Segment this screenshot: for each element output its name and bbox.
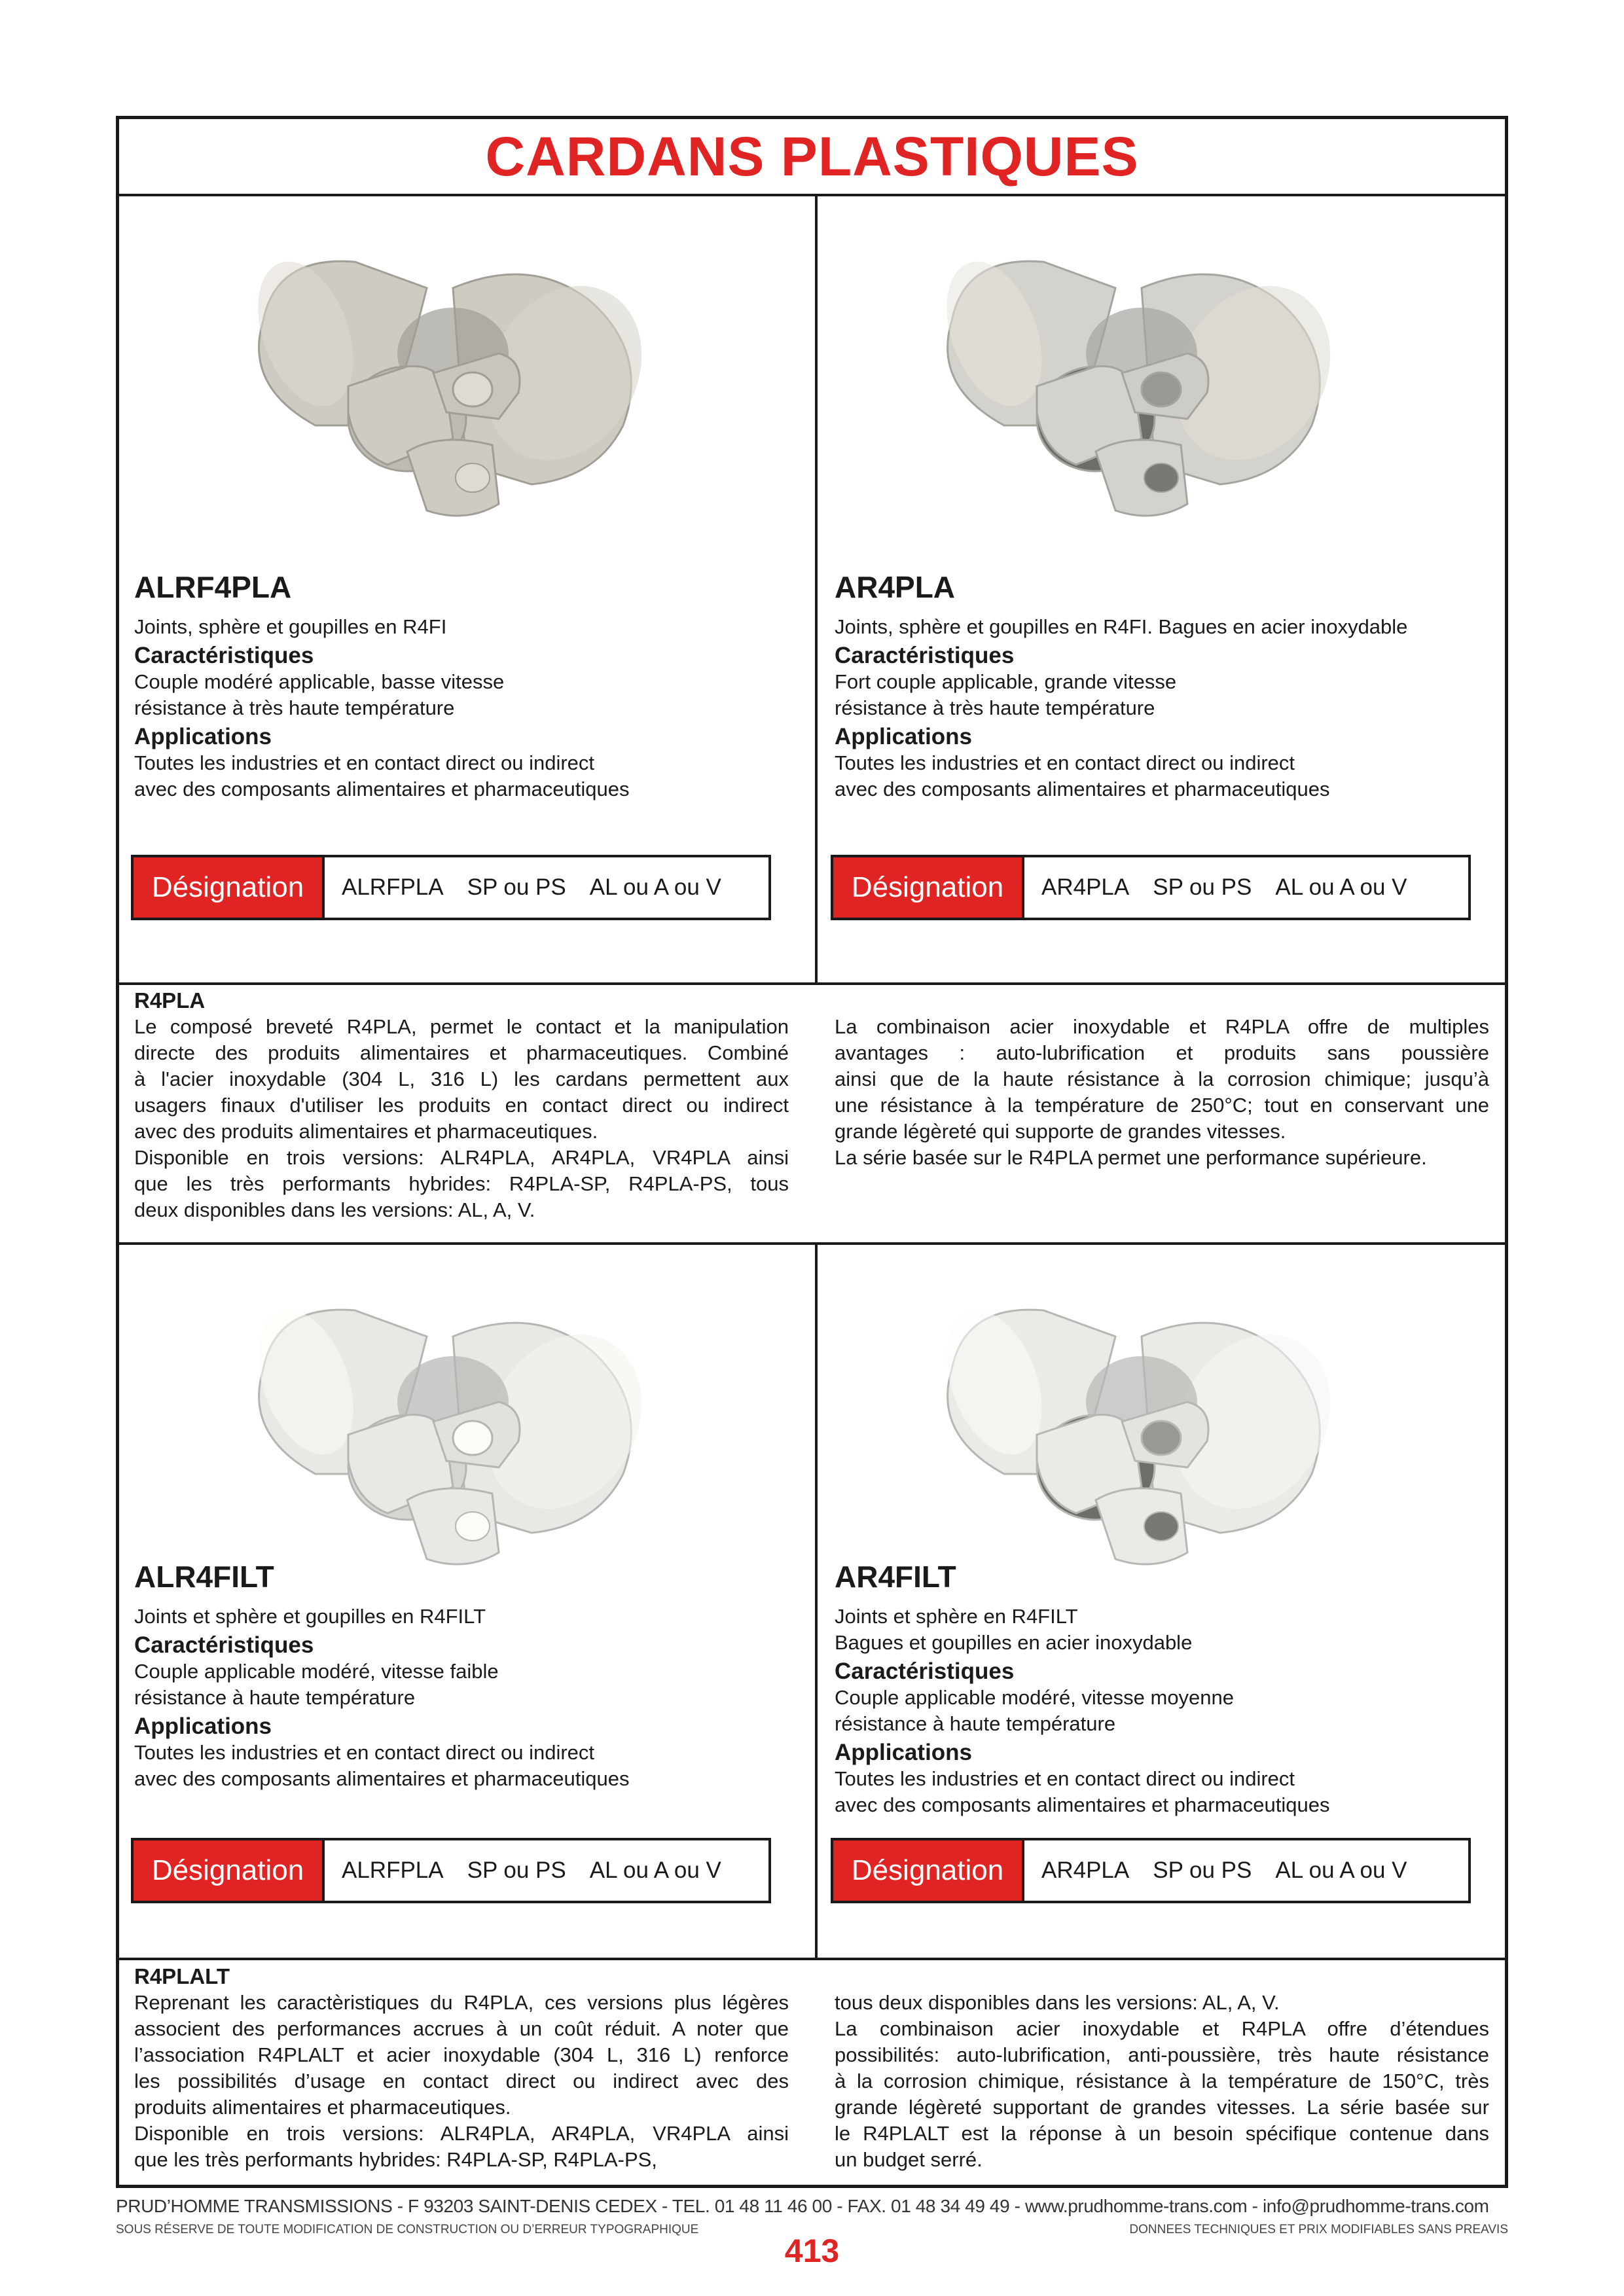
paragraph-line: Disponible en trois versions: ALR4PLA, AR4PLA, VR4PLA ainsi	[134, 1146, 789, 1169]
paragraph-line: grande légèreté qui supporte de grandes vitesses.	[835, 1120, 1286, 1143]
product-name: ALR4FILT	[134, 1560, 274, 1594]
paragraph-line: produits alimentaires et pharmaceutiques.	[134, 2096, 511, 2119]
applications-heading: Applications	[134, 724, 272, 749]
footer-disclaimer: SOUS RÉSERVE DE TOUTE MODIFICATION DE CONSTRUCTION OU D’ERREUR TYPOGRAPHIQUE	[116, 2223, 699, 2236]
designation-code: SP ou PS	[1153, 874, 1252, 900]
paragraph-line: une résistance à la température de 250°C; tout en conservant une	[835, 1094, 1489, 1117]
product-description: Joints, sphère et goupilles en R4FI. Bagues en acier inoxydable	[835, 615, 1408, 638]
caracteristique-line: résistance à très haute température	[835, 696, 1155, 719]
product-description: Joints et sphère en R4FILT	[835, 1605, 1078, 1628]
paragraph-line: les possibilités d’usage en contact direct ou indirect avec des	[134, 2070, 789, 2092]
product-cell	[119, 196, 815, 982]
designation-code: AL ou A ou V	[1275, 1857, 1407, 1883]
divider	[119, 982, 1505, 985]
applications-heading: Applications	[134, 1713, 272, 1739]
paragraph-line: La série basée sur le R4PLA permet une performance supérieure.	[835, 1146, 1427, 1169]
designation-code: ALRFPLA	[342, 1857, 444, 1883]
page-number: 413	[784, 2233, 840, 2269]
designation-code: AL ou A ou V	[589, 874, 721, 900]
designation-box	[831, 855, 1471, 920]
paragraph-line: La combinaison acier inoxydable et R4PLA offre de multiples	[835, 1015, 1489, 1038]
application-line: Toutes les industries et en contact direct ou indirect	[134, 1741, 595, 1764]
paragraph-line: Le composé breveté R4PLA, permet le contact et la manipulation	[134, 1015, 789, 1038]
paragraph-line: que les très performants hybrides: R4PLA-SP, R4PLA-PS,	[134, 2148, 657, 2171]
paragraph-line: un budget serré.	[835, 2148, 983, 2171]
section-title: R4PLALT	[134, 1964, 230, 1988]
product-cell	[818, 1245, 1505, 1958]
application-line: avec des composants alimentaires et pharmaceutiques	[134, 1767, 630, 1790]
paragraph-line: deux disponibles dans les versions: AL, A, V.	[134, 1198, 535, 1221]
paragraph-line: Disponible en trois versions: ALR4PLA, AR4PLA, VR4PLA ainsi	[134, 2122, 789, 2145]
caracteristique-line: Couple applicable modéré, vitesse moyenne	[835, 1686, 1235, 1709]
designation-code: AL ou A ou V	[589, 1857, 721, 1883]
caracteristique-line: résistance à très haute température	[134, 696, 455, 719]
application-line: avec des composants alimentaires et pharmaceutiques	[835, 1793, 1330, 1816]
designation-codes	[325, 1840, 768, 1901]
application-line: Toutes les industries et en contact direct ou indirect	[134, 751, 595, 774]
caracteristique-line: résistance à haute température	[835, 1712, 1116, 1735]
application-line: avec des composants alimentaires et pharmaceutiques	[835, 778, 1330, 800]
applications-heading: Applications	[835, 1740, 973, 1765]
designation-box	[131, 855, 771, 920]
designation-codes	[1024, 857, 1468, 918]
designation-code: AL ou A ou V	[1275, 874, 1407, 900]
paragraph-line: associent des performances accrues à un coût réduit. A noter que	[134, 2017, 789, 2040]
paragraph-line: avantages : auto-lubrification et produits sans poussière	[835, 1041, 1489, 1064]
designation-box	[131, 1838, 771, 1903]
paragraph-line: usagers finaux d'utiliser les produits en contact direct ou indirect	[134, 1094, 789, 1117]
designation-code: SP ou PS	[1153, 1857, 1252, 1883]
designation-label: Désignation	[833, 857, 1024, 918]
paragraph-line: tous deux disponibles dans les versions: AL, A, V.	[835, 1991, 1280, 2014]
designation-label: Désignation	[134, 857, 325, 918]
designation-code: AR4PLA	[1041, 874, 1130, 900]
designation-code: ALRFPLA	[342, 874, 444, 900]
product-name: ALRF4PLA	[134, 570, 292, 604]
title-bar	[119, 119, 1505, 196]
paragraph-line: que les très performants hybrides: R4PLA-SP, R4PLA-PS, tous	[134, 1172, 789, 1195]
designation-box	[831, 1838, 1471, 1903]
paragraph-line: directe des produits alimentaires et pharmaceutiques. Combiné	[134, 1041, 789, 1064]
product-description: Bagues et goupilles en acier inoxydable	[835, 1631, 1193, 1654]
footer-disclaimer-right: DONNEES TECHNIQUES ET PRIX MODIFIABLES SANS PREAVIS	[1129, 2223, 1508, 2236]
paragraph-line: l’association R4PLALT et acier inoxydable (304 L, 316 L) renforce	[134, 2043, 789, 2066]
designation-label: Désignation	[134, 1840, 325, 1901]
caracteristiques-heading: Caractéristiques	[835, 643, 1015, 668]
divider	[119, 1958, 1505, 1960]
designation-code: SP ou PS	[467, 1857, 566, 1883]
caracteristiques-heading: Caractéristiques	[134, 643, 314, 668]
applications-heading: Applications	[835, 724, 973, 749]
product-name: AR4FILT	[835, 1560, 956, 1594]
product-description: Joints et sphère et goupilles en R4FILT	[134, 1605, 486, 1628]
page-frame	[116, 116, 1508, 2188]
caracteristique-line: résistance à haute température	[134, 1686, 416, 1709]
paragraph-line: à la corrosion chimique, résistance à la température de 150°C, très	[835, 2070, 1489, 2092]
section-text-left	[134, 1014, 789, 1223]
application-line: avec des composants alimentaires et pharmaceutiques	[134, 778, 630, 800]
product-name: AR4PLA	[835, 570, 956, 604]
section-text-right	[835, 1014, 1489, 1171]
application-line: Toutes les industries et en contact direct ou indirect	[835, 1767, 1295, 1790]
page-title: CARDANS PLASTIQUES	[485, 125, 1139, 187]
section-text-right	[835, 1990, 1489, 2173]
paragraph-line: à l'acier inoxydable (304 L, 316 L) les cardans permettent aux	[134, 1067, 789, 1090]
application-line: Toutes les industries et en contact direct ou indirect	[835, 751, 1295, 774]
caracteristique-line: Fort couple applicable, grande vitesse	[835, 670, 1177, 693]
paragraph-line: La combinaison acier inoxydable et R4PLA offre d’étendues	[835, 2017, 1489, 2040]
designation-codes	[1024, 1840, 1468, 1901]
caracteristique-line: Couple modéré applicable, basse vitesse	[134, 670, 505, 693]
designation-code: AR4PLA	[1041, 1857, 1130, 1883]
section-text-left	[134, 1990, 789, 2173]
paragraph-line: grande légèreté supportant de grandes vitesses. La série basée sur	[835, 2096, 1489, 2119]
product-photo	[191, 216, 689, 583]
designation-label: Désignation	[833, 1840, 1024, 1901]
caracteristiques-heading: Caractéristiques	[835, 1659, 1015, 1684]
paragraph-line: le R4PLALT est la réponse à un besoin spécifique contenue dans	[835, 2122, 1489, 2145]
product-cell	[119, 1245, 815, 1958]
paragraph-line: avec des produits alimentaires et pharmaceutiques.	[134, 1120, 598, 1143]
product-description: Joints, sphère et goupilles en R4FI	[134, 615, 447, 638]
caracteristique-line: Couple applicable modéré, vitesse faible	[134, 1660, 499, 1683]
product-cell	[818, 196, 1505, 982]
section-title: R4PLA	[134, 988, 206, 1013]
paragraph-line: possibilités: auto-lubrification, anti-poussière, très haute résistance	[835, 2043, 1489, 2066]
caracteristiques-heading: Caractéristiques	[134, 1632, 314, 1658]
footer-contact: PRUD’HOMME TRANSMISSIONS - F 93203 SAINT-DENIS CEDEX - TEL. 01 48 11 46 00 - FAX. 01 48 34 49 49 - www.prudhomme-trans.com - info@prudhomme-trans.com	[116, 2196, 1489, 2216]
product-photo	[880, 216, 1377, 583]
paragraph-line: Reprenant les caractèristiques du R4PLA, ces versions plus légères	[134, 1991, 789, 2014]
designation-code: SP ou PS	[467, 874, 566, 900]
designation-codes	[325, 857, 768, 918]
paragraph-line: ainsi que de la haute résistance à la corrosion chimique; jusqu’à	[835, 1067, 1489, 1090]
